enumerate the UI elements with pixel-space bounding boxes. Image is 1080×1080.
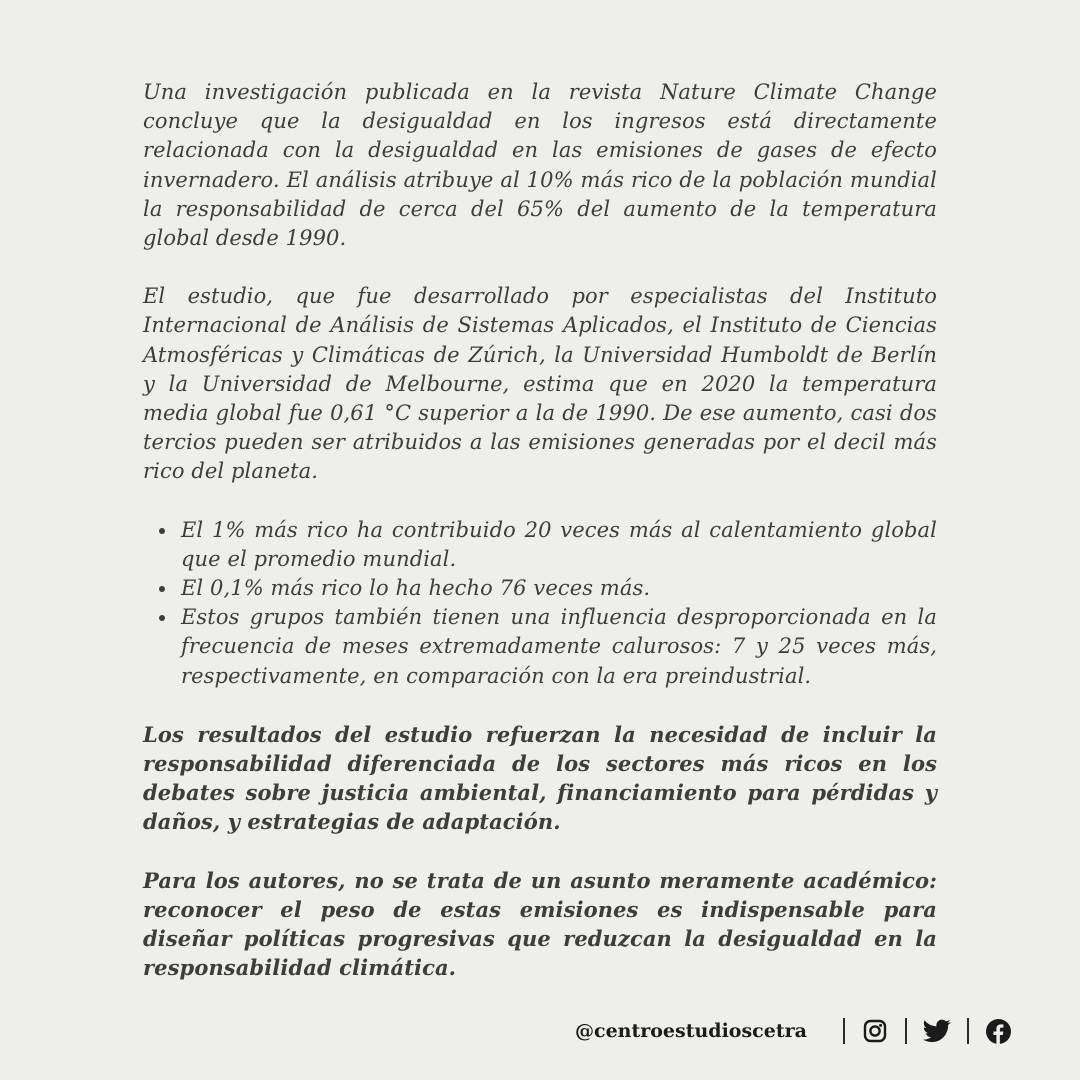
divider: [843, 1018, 845, 1044]
list-item: El 0,1% más rico lo ha hecho 76 veces más.: [181, 574, 937, 603]
paragraph-intro: Una investigación publicada en la revista Nature Climate Change concluye que la desigualdad en los ingresos está directamente relacionada con la desigualdad en las emisiones de gases de efecto invernadero. El análisis atribuye al 10% más rico de la población mundial la responsabilidad de cerca del 65% del aumento de la temperatura global desde 1990.: [143, 80, 937, 251]
findings-list: [143, 516, 937, 691]
list-item: Estos grupos también tienen una influencia desproporcionada en la frecuencia de meses extremadamente calurosos: 7 y 25 veces más, respectivamente, en comparación con la era preindustrial.: [181, 603, 937, 691]
bullet-icon: [159, 586, 165, 592]
footer: [575, 1012, 1013, 1050]
social-handle[interactable]: @centroestudioscetra: [575, 1020, 807, 1042]
article: [143, 78, 937, 982]
list-item: El 1% más rico ha contribuido 20 veces más al calentamiento global que el promedio mundial.: [181, 516, 937, 574]
facebook-icon[interactable]: [985, 1017, 1013, 1045]
bullet-icon: [159, 528, 165, 534]
bullet-icon: [159, 615, 165, 621]
instagram-icon[interactable]: [861, 1017, 889, 1045]
twitter-icon[interactable]: [923, 1017, 951, 1045]
paragraph-results: Los resultados del estudio refuerzan la necesidad de incluir la responsabilidad diferenciada de los sectores más ricos en los debates sobre justicia ambiental, financiamiento para pérdidas y daños, y estrategias de adaptación.: [143, 721, 937, 835]
paragraph-study: El estudio, que fue desarrollado por especialistas del Instituto Internacional de Análisis de Sistemas Aplicados, el Instituto de Ciencias Atmosféricas y Climáticas de Zúrich, la Universidad Humboldt de Berlín y la Universidad de Melbourne, estima que en 2020 la temperatura media global fue 0,61 °C superior a la de 1990. De ese aumento, casi dos tercios pueden ser atribuidos a las emisiones generadas por el decil más rico del planeta.: [143, 284, 937, 484]
paragraph-authors: Para los autores, no se trata de un asunto meramente académico: reconocer el peso de estas emisiones es indispensable para diseñar políticas progresivas que reduzcan la desigualdad en la responsabilidad climática.: [143, 867, 937, 981]
divider: [905, 1018, 907, 1044]
divider: [967, 1018, 969, 1044]
